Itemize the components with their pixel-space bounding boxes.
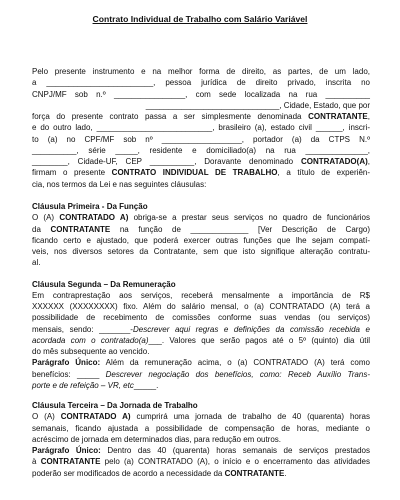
intro-line: to (a) no CPF/MF sob nº __________________, portador (a) da CTPS N.º xyxy=(32,134,370,144)
paragraph-line: benefícios: _____ Descrever negociação dos benefícios, como: Receb Auxílio Trans- xyxy=(32,369,370,379)
clause-line: do mês subsequente ao vencido. xyxy=(32,347,150,356)
clause-line: mensais, sendo: _______-Descrever aqui regras e definições da comissão recebida e xyxy=(32,324,370,334)
clause-line: possibilidade de recebimento de comissões conforme suas vendas (ou serviços) xyxy=(32,313,370,323)
intro-line: __________, série _____, residente e domiciliado(a) na rua ______________, xyxy=(32,145,370,155)
clause-line: Em contraprestação aos serviços, receberá mensalmente a importância de R$ xyxy=(32,290,370,300)
clause-line: ficando certo e ajustado, que poderá exercer outras funções que lhe sejam compatí- xyxy=(32,235,370,245)
document-body xyxy=(32,66,370,479)
clause-line: XXXXXX (XXXXXXXX) fixo. Além do salário mensal, o (a) CONTRATADO (A) terá a xyxy=(32,302,370,311)
paragraph-line: poderão ser modificados de acordo a necessidade da CONTRATANTE. xyxy=(32,468,287,478)
intro-line: ______________________________, Cidade, Estado, que por xyxy=(145,100,370,110)
paragraph-line: Parágrafo Único: Dentro das 40 (quarenta) horas semanais de serviços prestados xyxy=(32,446,370,455)
paragraph-line: porte e de refeição – VR, etc_____. xyxy=(32,380,159,390)
clause-line: da CONTRATANTE na função de _____________ [Ver Descrição de Cargo) xyxy=(32,224,371,234)
intro-line: e do outro lado, __________________________, brasileiro (a), estado civil ______, inscri- xyxy=(32,123,370,133)
intro-line: a ________________________, pessoa jurídica de direito privado, inscrita no xyxy=(32,78,370,88)
intro-line: ________, Cidade-UF, CEP __________, Doravante denominado CONTRATADO(A), xyxy=(32,157,370,166)
paragraph-line: à CONTRATANTE pelo (a) CONTRATADO (A), o início e o encerramento das atividades xyxy=(32,457,371,467)
clause-heading: Cláusula Primeira - Da Função xyxy=(32,202,148,211)
clause-line: acréscimo de jornada em determinados dias, para redução em outros. xyxy=(32,434,282,444)
intro-line: CNPJ/MF sob n.º ________________, com sede localizada na rua __________ xyxy=(32,89,370,99)
clause-line: acordada com o contratado(a)___. Valores que serão pagos até o 5º (quinto) dia útil xyxy=(32,335,371,345)
intro-line: força do presente contrato passa a ser simplesmente denominada CONTRATANTE, xyxy=(32,112,370,121)
paragraph-line: Parágrafo Único: Além da remuneração acima, o (a) CONTRATADO (A) terá como xyxy=(32,358,370,368)
clause-heading: Cláusula Terceira – Da Jornada de Trabalho xyxy=(32,401,198,410)
clause-line: semanais, ficando ajustada a possibilidade de compensação de horas, mediante o xyxy=(32,423,370,433)
intro-line: Pelo presente instrumento e na melhor forma de direito, as partes, de um lado, xyxy=(32,67,370,76)
clause-line: O (A) CONTRATADO A) obriga-se a prestar seus serviços no quadro de funcionários xyxy=(32,213,370,223)
document-title: Contrato Individual de Trabalho com Salário Variável xyxy=(92,14,308,24)
clause-line: veis, nos diversos setores da Contratante, sem que isto signifique alteração contratu- xyxy=(32,247,370,256)
clause-line: al. xyxy=(32,258,41,268)
clause-line: O (A) CONTRATADO A) cumprirá uma jornada de trabalho de 40 (quarenta) horas xyxy=(32,412,370,422)
intro-line: firmam o presente CONTRATO INDIVIDUAL DE TRABALHO, a título de experiên- xyxy=(32,168,371,178)
intro-line: cia, nos termos da Lei e nas seguintes cláusulas: xyxy=(32,179,207,189)
clause-heading: Cláusula Segunda – Da Remuneração xyxy=(32,279,176,289)
